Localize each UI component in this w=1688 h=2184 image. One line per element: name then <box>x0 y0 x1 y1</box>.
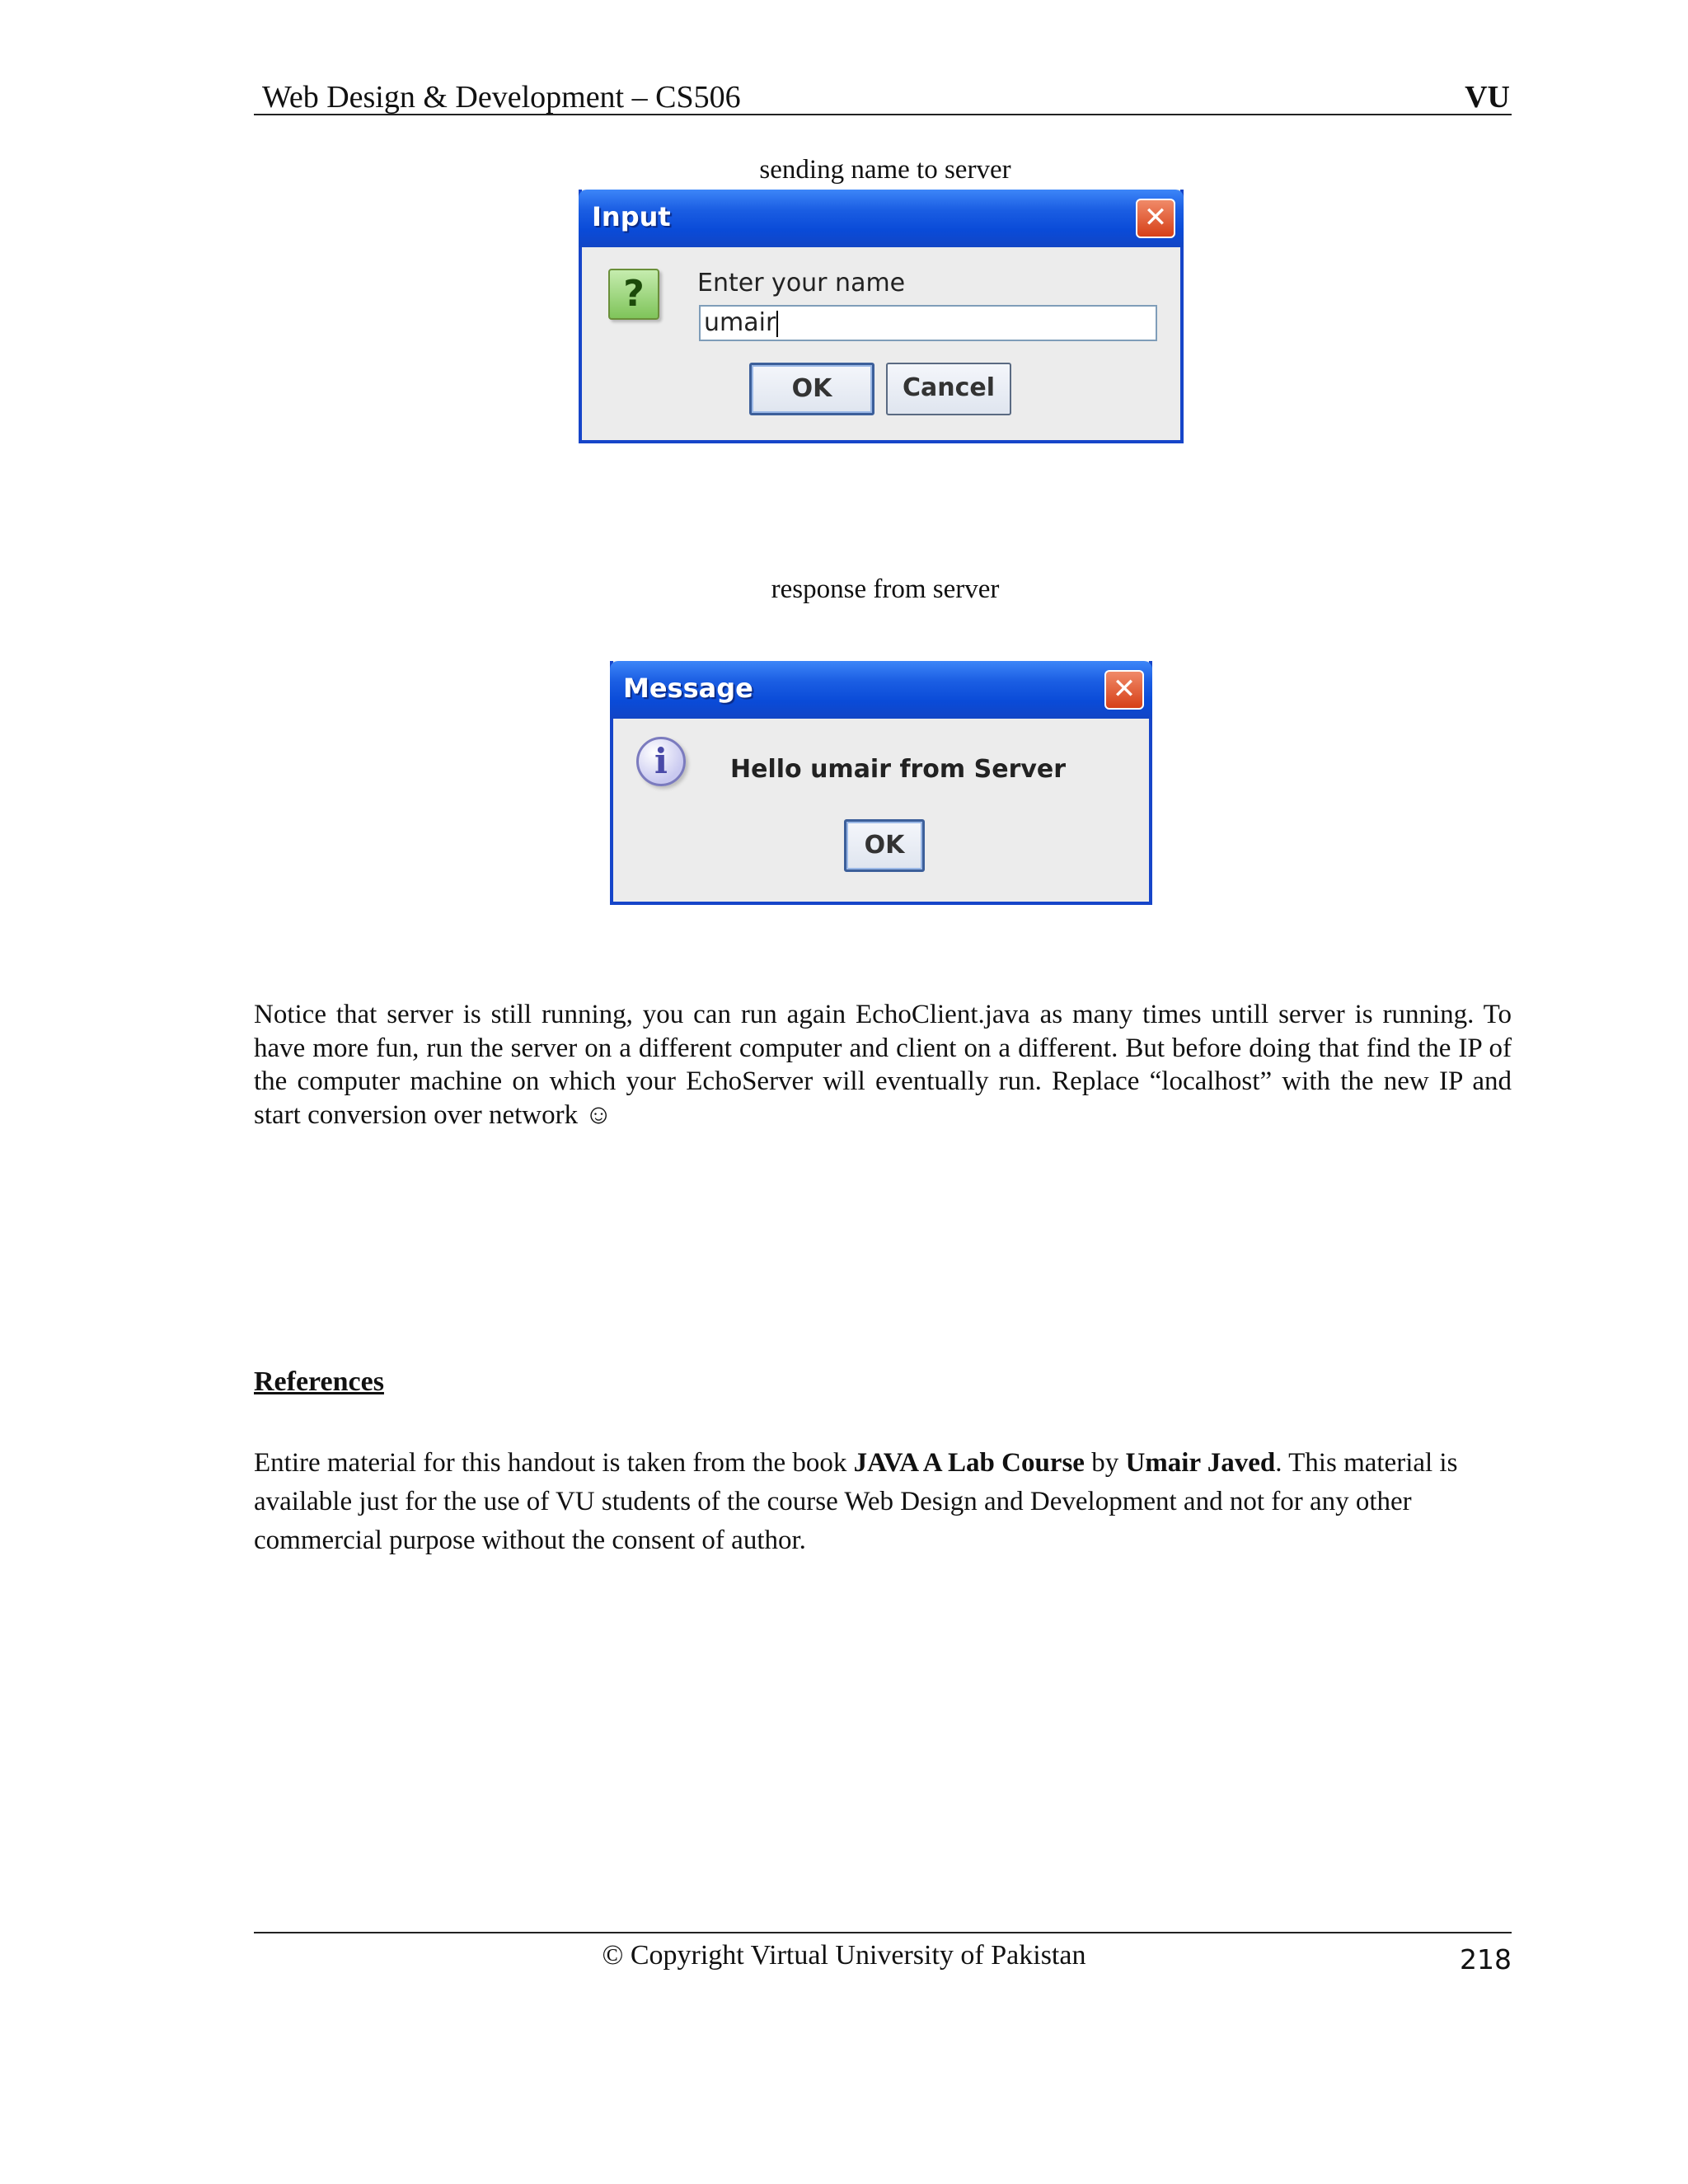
message-dialog-title: Message <box>623 673 753 704</box>
info-icon: i <box>636 737 686 786</box>
question-icon: ? <box>608 269 659 320</box>
references-paragraph <box>254 1444 1512 1560</box>
figure-caption-response: response from server <box>771 574 1000 604</box>
input-dialog-titlebar[interactable] <box>579 190 1184 247</box>
page-number: 218 <box>1460 1943 1512 1975</box>
message-dialog <box>610 661 1152 905</box>
footer-divider <box>254 1932 1512 1933</box>
header-title: Web Design & Development – CS506 <box>262 80 741 115</box>
close-icon[interactable]: ✕ <box>1104 670 1144 710</box>
footer-copyright: © Copyright Virtual University of Pakistan <box>602 1940 1086 1971</box>
prompt-label: Enter your name <box>697 269 906 298</box>
figure-caption-sending: sending name to server <box>759 155 1011 185</box>
ok-button[interactable]: OK <box>844 819 925 872</box>
close-icon[interactable]: ✕ <box>1136 199 1175 238</box>
references-heading: References <box>254 1366 384 1397</box>
references-text-1: Entire material for this handout is taken from the book <box>254 1448 854 1478</box>
header-vu: VU <box>1465 80 1510 115</box>
message-text: Hello umair from Server <box>730 755 1067 784</box>
book-title: JAVA A Lab Course <box>853 1448 1085 1478</box>
input-dialog-title: Input <box>592 201 671 232</box>
page-header <box>254 76 1512 115</box>
name-input-value: umair <box>704 308 776 337</box>
input-dialog <box>579 190 1184 443</box>
ok-button[interactable]: OK <box>749 363 874 415</box>
references-text-3: . This material is available just for the use of VU students of the course Web Design and Development and not for any other commercial purpose without the consent of author. <box>254 1448 1458 1555</box>
body-paragraph: Notice that server is still running, you can run again EchoClient.java as many times untill server is running. To have more fun, run the server on a different computer and client on a different. But before doing that find the IP of the computer machine on which your EchoServer will eventually run. Replace “localhost” with the new IP and start conversion over network ☺ <box>254 1000 1512 1130</box>
message-dialog-titlebar[interactable] <box>610 661 1152 719</box>
text-caret <box>776 311 778 337</box>
cancel-button[interactable]: Cancel <box>886 363 1011 415</box>
references-text-2: by <box>1084 1448 1126 1478</box>
author-name: Umair Javed <box>1125 1448 1276 1478</box>
name-input[interactable] <box>699 305 1157 341</box>
